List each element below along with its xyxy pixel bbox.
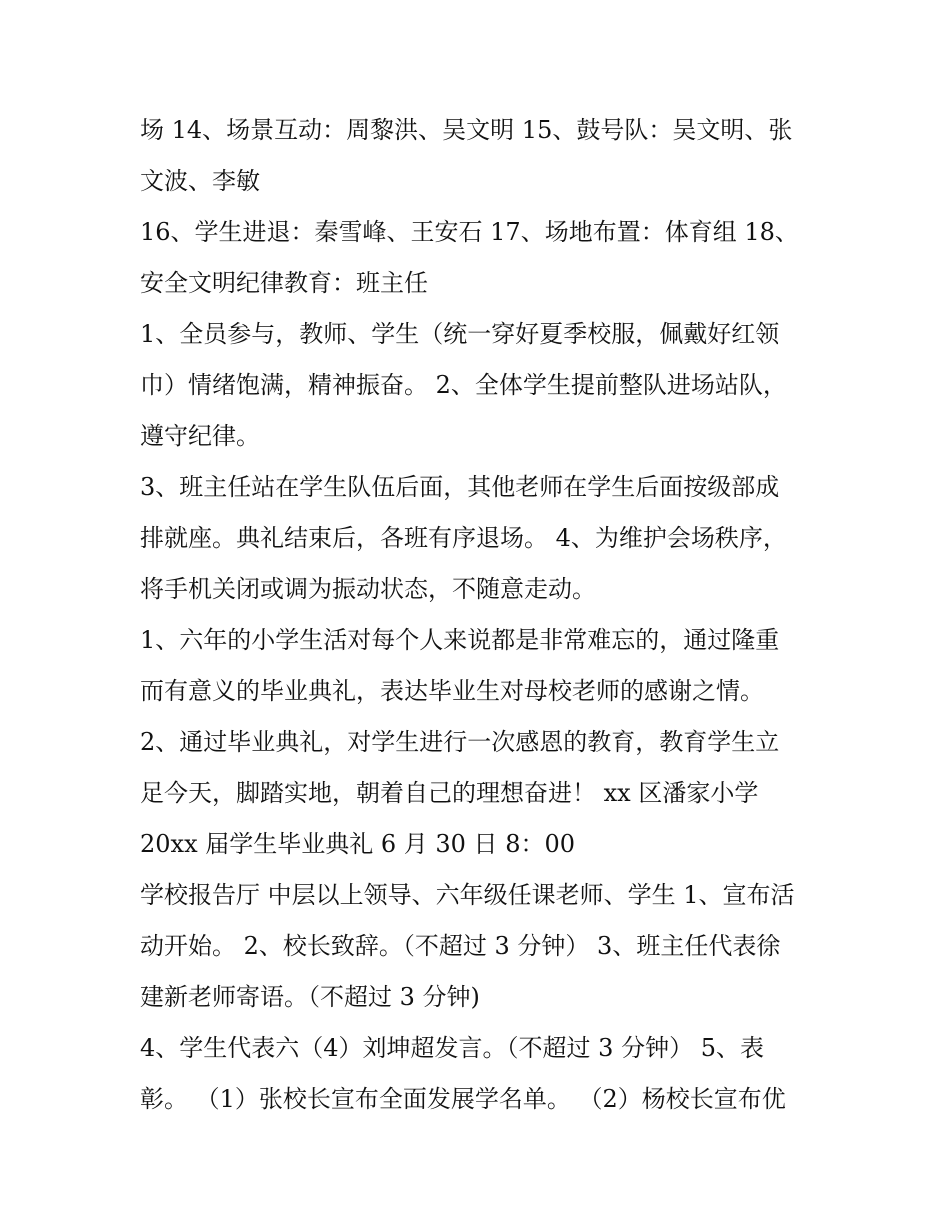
text-line: 遵守纪律。 [140, 422, 260, 450]
text-line: 20xx 届学生毕业典礼 6 月 30 日 8：00 [140, 830, 575, 858]
text-line: 而有意义的毕业典礼，表达毕业生对母校老师的感谢之情。 [140, 677, 764, 705]
text-line: 1、六年的小学生活对每个人来说都是非常难忘的，通过隆重 [140, 626, 780, 654]
text-line: 场 14、场景互动：周黎洪、吴文明 15、鼓号队：吴文明、张 [140, 116, 793, 144]
text-line: 动开始。 2、校长致辞。（不超过 3 分钟） 3、班主任代表徐 [140, 932, 781, 960]
text-line: 排就座。典礼结束后，各班有序退场。 4、为维护会场秩序， [140, 524, 787, 552]
text-line: 16、学生进退：秦雪峰、王安石 17、场地布置：体育组 18、 [140, 218, 799, 246]
text-line: 足今天，脚踏实地，朝着自己的理想奋进！ xx 区潘家小学 [140, 779, 759, 807]
text-line: 建新老师寄语。（不超过 3 分钟) [140, 983, 480, 1011]
text-line: 巾）情绪饱满，精神振奋。 2、全体学生提前整队进场站队， [140, 371, 787, 399]
text-line: 彰。 （1）张校长宣布全面发展学名单。 （2）杨校长宣布优 [140, 1085, 786, 1113]
text-line: 1、全员参与，教师、学生（统一穿好夏季校服，佩戴好红领 [140, 320, 780, 348]
text-line: 文波、李敏 [140, 167, 260, 195]
text-line: 将手机关闭或调为振动状态，不随意走动。 [140, 575, 596, 603]
text-line: 3、班主任站在学生队伍后面，其他老师在学生后面按级部成 [140, 473, 780, 501]
text-line: 安全文明纪律教育：班主任 [140, 269, 428, 297]
text-line: 4、学生代表六（4）刘坤超发言。（不超过 3 分钟） 5、表 [140, 1034, 764, 1062]
text-line: 学校报告厅 中层以上领导、六年级任课老师、学生 1、宣布活 [140, 881, 795, 909]
document-body [140, 105, 820, 1125]
text-line: 2、通过毕业典礼，对学生进行一次感恩的教育，教育学生立 [140, 728, 780, 756]
